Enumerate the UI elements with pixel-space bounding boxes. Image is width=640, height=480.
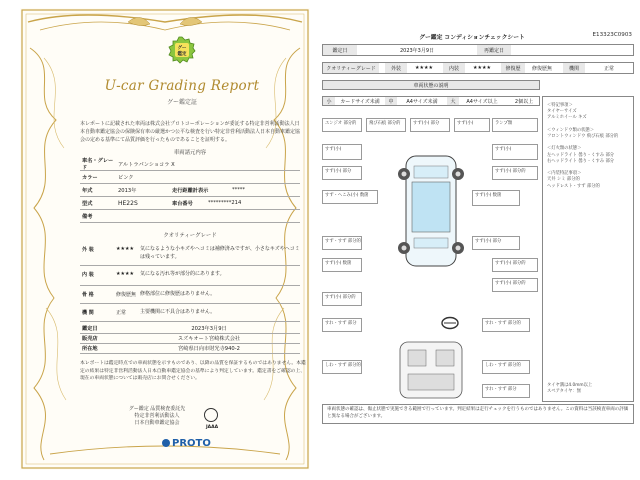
meta-value: スズキオート宮崎株式会社 [177,336,241,342]
grade-stars: ★★★★ [116,271,134,277]
certificate-footer: 本レポートは鑑定時点での車両状態を示すものであり、以降の品質を保証するものではありません。本鑑定の結果は特定非営利活動法人日本自動車鑑定協会の基準により判定しています。鑑定書をご確認の上、現在の車両状態については販売店にお問合せください。 [80,361,306,382]
spec-key: 年式 [82,187,93,194]
damage-slot: しわ・すず 部分的 [322,360,362,374]
damage-slot: エンジオ 部分的 [322,118,362,132]
damage-slot: すず(小) 部分 [410,118,450,132]
spec-value: HE22S [118,199,138,207]
grade-key: 外 装 [82,247,94,253]
damage-slot: すず(小) 部分的 [492,166,538,180]
spec-key-2: 走行距離計表示 [172,187,209,194]
damage-slot: 飛び石痕 部分的 [366,118,406,132]
remarks-panel [542,96,634,402]
remarks-text: ＜特記事項＞ タイヤーサイズ アルミホイール キズ ＜ウィンドウ類の状態＞ フロントウィンドウ 飛び石痕 部分的 ＜灯火類の状態＞ 左ヘッドライト 曇り・くすみ 部分 右ヘッドライト 曇り・くすみ 部分 ＜内装特記事項＞ 天井 シミ 部分的 ヘッドレスト・すず 部分的 [547,103,619,189]
damage-slot: すれ・すず 部分 [322,318,362,332]
interior-stars: ★★★★ [473,65,491,71]
meta-table [80,324,300,354]
damage-slot: すず(小) 部分的 [492,278,538,292]
size-medium-label: 中 [385,97,397,105]
spec-key: 車名・グレード [82,158,114,171]
engine-value: 正常 [603,65,614,72]
spec-header: 車両諸元内容 [173,150,207,156]
damage-slot: すれ・すず 部分的 [482,318,530,332]
spec-row-year [80,184,300,197]
grade-row-interior [80,267,300,286]
interior-label: 内装 [443,63,465,73]
goo-badge-icon [168,36,196,64]
spec-value: アルトラパンショコラ X [118,161,175,168]
spec-row-notes [80,210,300,223]
damage-slot: すず(小) [322,144,362,160]
reinspect-label: 再鑑定日 [477,45,511,55]
car-top-view [386,152,476,270]
reinspect-value [511,45,633,55]
grade-desc: 気になる汚れ等が部分的にあります。 [140,271,225,277]
jaaa-logo-icon [204,408,218,422]
sheet-title: グー鑑定 コンディションチェックシート [419,35,525,41]
grade-stars: ★★★★ [116,246,134,252]
damage-slot: すず・へこみ(小) 数箇 [322,190,378,204]
condition-check-sheet [322,10,634,472]
meta-row [80,334,300,344]
inspection-date-row [322,44,634,56]
damage-slot: すず(小) 部分的 [322,292,362,306]
spec-value-2: *********214 [208,200,242,206]
spec-value-2: ***** [232,187,245,193]
proto-mark-icon [162,439,170,447]
meta-key: 鑑定日 [82,326,98,332]
repair-value: 修復歴無 [531,65,552,72]
grade-desc: 主要機関に不具合はありません。 [140,309,216,315]
meta-value: 宮崎県日向市財光寺940-2 [178,346,240,352]
date-label: 鑑定日 [323,45,357,55]
damage-slot: ランプ類 [492,118,538,132]
spec-row-name [80,158,300,171]
grade-desc: 修格部位に修復歴はありません。 [140,291,216,297]
damage-slot: しわ・すず 部分的 [482,360,530,374]
date-value: 2023年3月9日 [399,47,435,54]
grade-key: 機 関 [82,310,94,316]
damage-slot: すず(小) 数箇 [472,190,520,206]
size-legend [322,96,540,106]
grade-key: 内 装 [82,272,94,278]
tire-note: タイヤ溝は4.0mm以上 スペアタイヤ：無 [547,382,593,394]
grade-row-exterior [80,242,300,266]
certificate-intro: 本レポートに記載された車両は株式会社プロトコーポレーションが委託する特定非営利活動法人日本自動車鑑定協会の保険保有車の厳選かつ公平な検査を行い特定非営利活動法人日本自動車鑑定協会の定める基準にて品質評価を行ったものであることを証明する。 [80,121,301,144]
grade-desc: 気になるような小キズやヘコミは補修済みですが、小さなキズやヘコミは残っています。 [140,246,300,260]
meta-value: 2023年3月9日 [191,326,227,332]
size-small-label: 小 [323,97,335,105]
sheet-document-id: E13323C0903 [592,32,632,38]
spec-key: 型式 [82,200,93,207]
meta-key: 販売店 [82,336,98,342]
spec-row-model [80,197,300,210]
grade-key: 骨 格 [82,292,94,298]
damage-slot: すず(小) 部分 [322,166,362,180]
proto-logo [162,438,232,449]
damage-slot: すず(小) 数箇 [322,258,362,272]
damage-slot: すず・すず 部分的 [322,236,362,250]
grade-stars: 修復歴無 [116,292,137,298]
steering-wheel-icon [440,316,460,330]
certificate-title: U-car Grading Report [104,78,260,94]
engine-label: 機関 [563,63,585,73]
svg-text:鑑定: 鑑定 [177,52,187,57]
damage-slot: すず(小) [492,144,538,160]
state-header-text: 車両状態の説明 [413,82,449,89]
state-header [322,80,540,90]
spec-table [80,158,300,223]
meta-key: 所在地 [82,346,98,352]
spec-key: 備考 [82,213,93,220]
size-large-label: 大 [447,97,459,105]
repair-label: 修復歴 [501,63,525,73]
size-small-desc: カードサイズ未満 [340,98,380,105]
meta-row [80,344,300,354]
certificate-subtitle: グー鑑定証 [166,99,197,106]
quality-grade-row [322,62,634,74]
damage-slot: すず(小) 部分的 [492,258,538,272]
vehicle-diagram [322,96,540,402]
quality-label: クオリティーグレード [323,63,379,73]
spec-row-color [80,171,300,184]
sheet-disclaimer: 車両状態の確認は、傷止状態で実施できる範囲で行っています。判定結果は走行チェックを行うものではありません。この資料は当該検査車両の評価と異なる場合がございます。 [322,404,634,424]
meta-row [80,324,300,334]
seal-text: グー鑑定 品質検査委託先 特定非営利活動法人 日本自動車鑑定協会 [128,406,186,427]
jaaa-label: JAAA [205,425,219,430]
grade-row-engine [80,305,300,322]
grading-certificate [20,8,310,470]
damage-slot: すれ・すず 部分 [482,384,530,398]
svg-text:グー: グー [177,46,187,51]
interior-top-view [394,340,468,400]
exterior-label: 外装 [385,63,407,73]
spec-key: カラー [82,174,98,181]
size-large-desc: A4サイズ以上 [466,98,498,105]
damage-slot: すず(小) [454,118,490,132]
grade-stars: 正常 [116,310,127,316]
size-medium-desc: A4サイズ未満 [406,98,438,105]
spec-key-2: 車台番号 [172,200,193,207]
proto-logo-text: PROTO [172,438,211,449]
grade-row-frame [80,287,300,304]
quality-header: クオリティーグレード [163,233,217,239]
exterior-stars: ★★★★ [415,65,433,71]
spec-value: 2013年 [118,187,137,194]
damage-slot: すず(小) 部分 [472,236,520,250]
spec-value: ピンク [118,174,134,181]
size-multiple-desc: 2個以上 [514,98,534,105]
